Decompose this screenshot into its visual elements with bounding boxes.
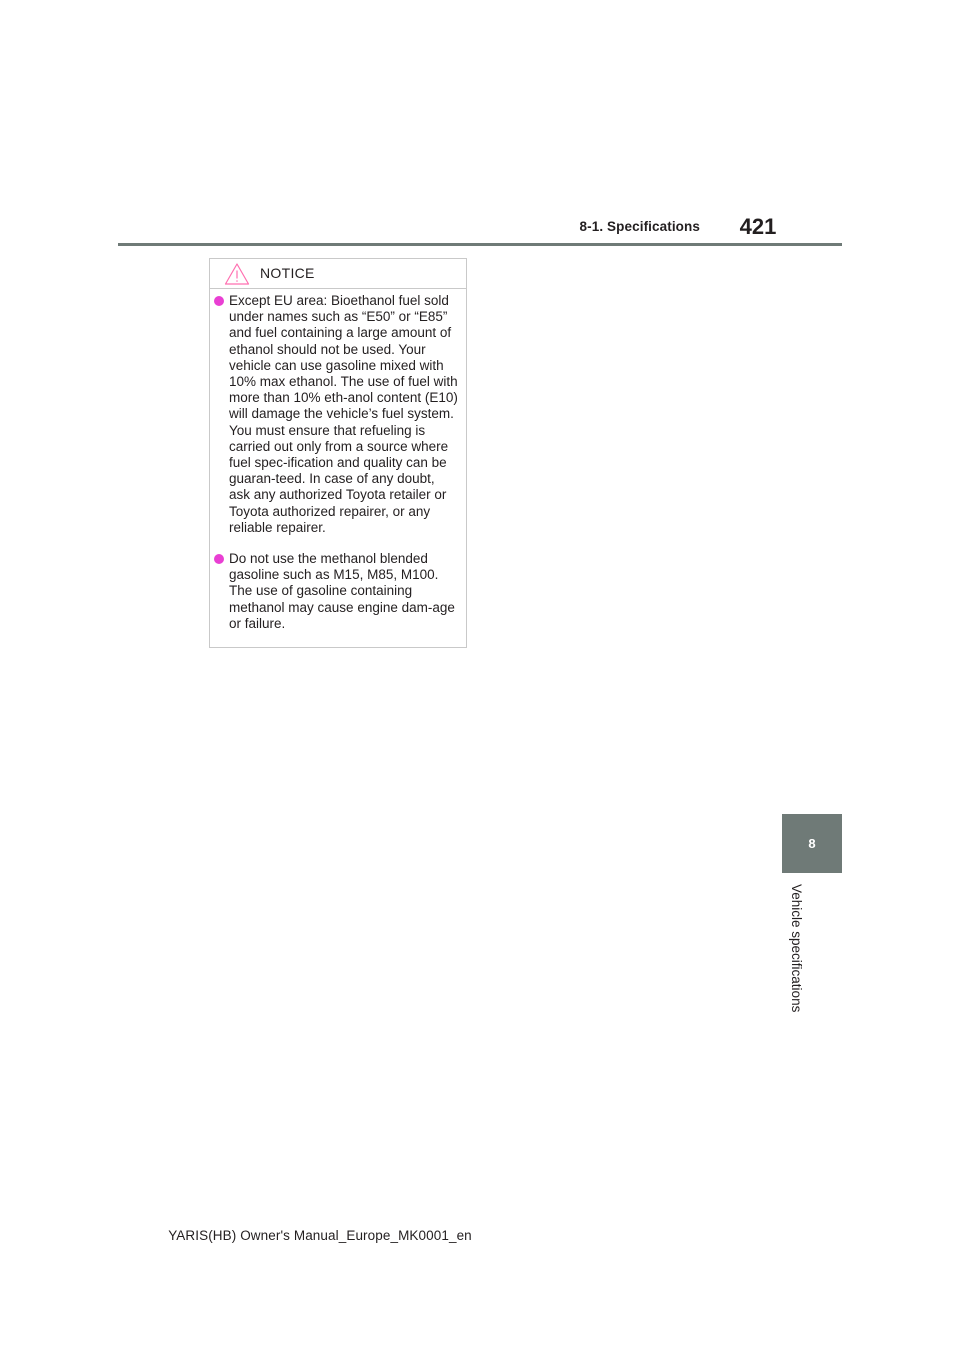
- notice-title: NOTICE: [260, 265, 315, 281]
- warning-triangle-icon: [224, 262, 250, 286]
- bullet-icon: [214, 296, 224, 306]
- section-title: 8-1. Specifications: [579, 219, 700, 234]
- chapter-number: 8: [808, 836, 816, 851]
- page-number: 421: [739, 214, 777, 239]
- notice-item-text: Do not use the methanol blended gasoline such as M15, M85, M100. The use of gasoline containing methanol may cause engine dam-age or failure.: [229, 551, 455, 631]
- chapter-tab[interactable]: [782, 814, 842, 873]
- footer-text: YARIS(HB) Owner's Manual_Europe_MK0001_en: [168, 1228, 472, 1243]
- bullet-icon: [214, 554, 224, 564]
- notice-box: [209, 258, 467, 648]
- notice-item-text: Except EU area: Bioethanol fuel sold under names such as “E50” or “E85” and fuel containing a large amount of ethanol should not be used. Your vehicle can use gasoline mixed with 10% max ethanol. The use of fuel with more than 10% eth-anol content (E10) will damage the vehicle’s fuel system. You must ensure that refueling is carried out only from a source where fuel spec-ification and quality can be guaran-teed. In case of any doubt, ask any authorized Toyota retailer or Toyota authorized repairer, or any reliable repairer.: [229, 293, 458, 535]
- notice-item: [210, 293, 466, 536]
- notice-item: [210, 551, 466, 632]
- chapter-title: Vehicle specifications: [789, 884, 804, 1013]
- notice-header: [210, 259, 466, 289]
- header-rule: [118, 243, 842, 246]
